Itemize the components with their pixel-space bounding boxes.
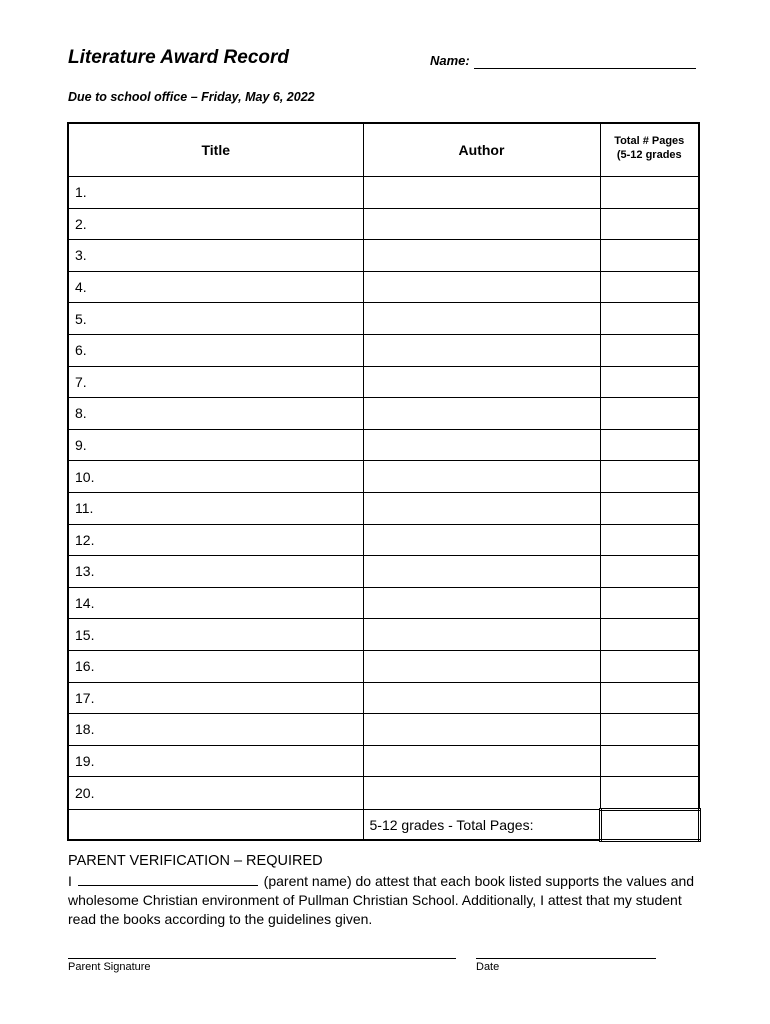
row-author-cell[interactable] [363, 429, 600, 461]
table-row [68, 303, 699, 335]
row-author-cell[interactable] [363, 271, 600, 303]
row-pages-cell[interactable] [600, 208, 699, 240]
table-row [68, 682, 699, 714]
signature-label: Parent Signature [68, 961, 151, 973]
row-author-cell[interactable] [363, 398, 600, 430]
row-author-cell[interactable] [363, 303, 600, 335]
row-title-cell[interactable]: 13. [68, 556, 363, 588]
row-author-cell[interactable] [363, 682, 600, 714]
date-line[interactable] [476, 958, 656, 959]
row-author-cell[interactable] [363, 777, 600, 810]
table-row [68, 745, 699, 777]
row-title-cell[interactable]: 19. [68, 745, 363, 777]
pages-header-line2: (5-12 grades [616, 149, 682, 161]
row-pages-cell[interactable] [600, 492, 699, 524]
row-pages-cell[interactable] [600, 587, 699, 619]
row-title-cell[interactable]: 1. [68, 177, 363, 209]
row-title-cell[interactable]: 8. [68, 398, 363, 430]
row-pages-cell[interactable] [600, 745, 699, 777]
table-row [68, 240, 699, 272]
row-pages-cell[interactable] [600, 240, 699, 272]
table-row [68, 524, 699, 556]
table-row [68, 587, 699, 619]
row-pages-cell[interactable] [600, 366, 699, 398]
row-title-cell[interactable]: 10. [68, 461, 363, 493]
row-title-cell[interactable]: 12. [68, 524, 363, 556]
row-author-cell[interactable] [363, 177, 600, 209]
row-author-cell[interactable] [363, 240, 600, 272]
row-title-cell[interactable]: 3. [68, 240, 363, 272]
row-title-cell[interactable]: 9. [68, 429, 363, 461]
table-row [68, 777, 699, 810]
row-title-cell[interactable]: 16. [68, 650, 363, 682]
row-pages-cell[interactable] [600, 714, 699, 746]
row-pages-cell[interactable] [600, 556, 699, 588]
row-pages-cell[interactable] [600, 429, 699, 461]
row-pages-cell[interactable] [600, 461, 699, 493]
table-row [68, 208, 699, 240]
table-row [68, 398, 699, 430]
table-row [68, 714, 699, 746]
row-pages-cell[interactable] [600, 303, 699, 335]
date-label: Date [476, 961, 500, 973]
row-author-cell[interactable] [363, 524, 600, 556]
table-row [68, 650, 699, 682]
total-pages-input[interactable] [600, 809, 699, 840]
table-header-row [68, 123, 699, 177]
row-pages-cell[interactable] [600, 650, 699, 682]
row-title-cell[interactable]: 18. [68, 714, 363, 746]
row-pages-cell[interactable] [600, 398, 699, 430]
parent-name-blank[interactable] [78, 873, 258, 886]
row-title-cell[interactable]: 7. [68, 366, 363, 398]
row-title-cell[interactable]: 2. [68, 208, 363, 240]
row-title-cell[interactable]: 17. [68, 682, 363, 714]
table-row [68, 556, 699, 588]
name-label: Name: [430, 53, 470, 68]
verification-rest: (parent name) do attest that each book listed supports the values and wholesome Christian environment of Pullman Christian School. Additionally, I attest that my student read the books according to the guidelines given. [68, 873, 695, 927]
row-author-cell[interactable] [363, 366, 600, 398]
pages-header-line1: Total # Pages [614, 135, 685, 147]
row-pages-cell[interactable] [600, 619, 699, 651]
column-header-title: Title [68, 123, 363, 177]
row-author-cell[interactable] [363, 208, 600, 240]
table-row [68, 334, 699, 366]
row-title-cell[interactable]: 6. [68, 334, 363, 366]
row-pages-cell[interactable] [600, 334, 699, 366]
verification-text [68, 872, 698, 929]
row-title-cell[interactable]: 11. [68, 492, 363, 524]
verification-start: I [68, 873, 72, 889]
verification-heading: PARENT VERIFICATION – REQUIRED [68, 853, 323, 869]
row-pages-cell[interactable] [600, 524, 699, 556]
table-row [68, 271, 699, 303]
row-title-cell[interactable]: 14. [68, 587, 363, 619]
row-pages-cell[interactable] [600, 177, 699, 209]
row-author-cell[interactable] [363, 461, 600, 493]
column-header-author: Author [363, 123, 600, 177]
row-author-cell[interactable] [363, 714, 600, 746]
name-input-line[interactable] [474, 68, 696, 69]
total-empty-cell [68, 809, 363, 840]
row-title-cell[interactable]: 20. [68, 777, 363, 810]
row-author-cell[interactable] [363, 492, 600, 524]
row-pages-cell[interactable] [600, 271, 699, 303]
reading-record-table [67, 122, 701, 842]
row-author-cell[interactable] [363, 650, 600, 682]
table-row [68, 177, 699, 209]
table-row [68, 366, 699, 398]
signature-line[interactable] [68, 958, 456, 959]
row-author-cell[interactable] [363, 745, 600, 777]
row-title-cell[interactable]: 4. [68, 271, 363, 303]
row-author-cell[interactable] [363, 334, 600, 366]
column-header-pages [600, 123, 699, 177]
row-title-cell[interactable]: 5. [68, 303, 363, 335]
row-title-cell[interactable]: 15. [68, 619, 363, 651]
row-pages-cell[interactable] [600, 682, 699, 714]
table-row [68, 619, 699, 651]
table-row [68, 492, 699, 524]
row-pages-cell[interactable] [600, 777, 699, 810]
page-title: Literature Award Record [68, 47, 290, 68]
row-author-cell[interactable] [363, 587, 600, 619]
due-date-text: Due to school office – Friday, May 6, 2022 [68, 90, 315, 104]
row-author-cell[interactable] [363, 619, 600, 651]
total-pages-label: 5-12 grades - Total Pages: [363, 809, 600, 840]
table-row [68, 429, 699, 461]
total-row [68, 809, 699, 840]
row-author-cell[interactable] [363, 556, 600, 588]
table-row [68, 461, 699, 493]
